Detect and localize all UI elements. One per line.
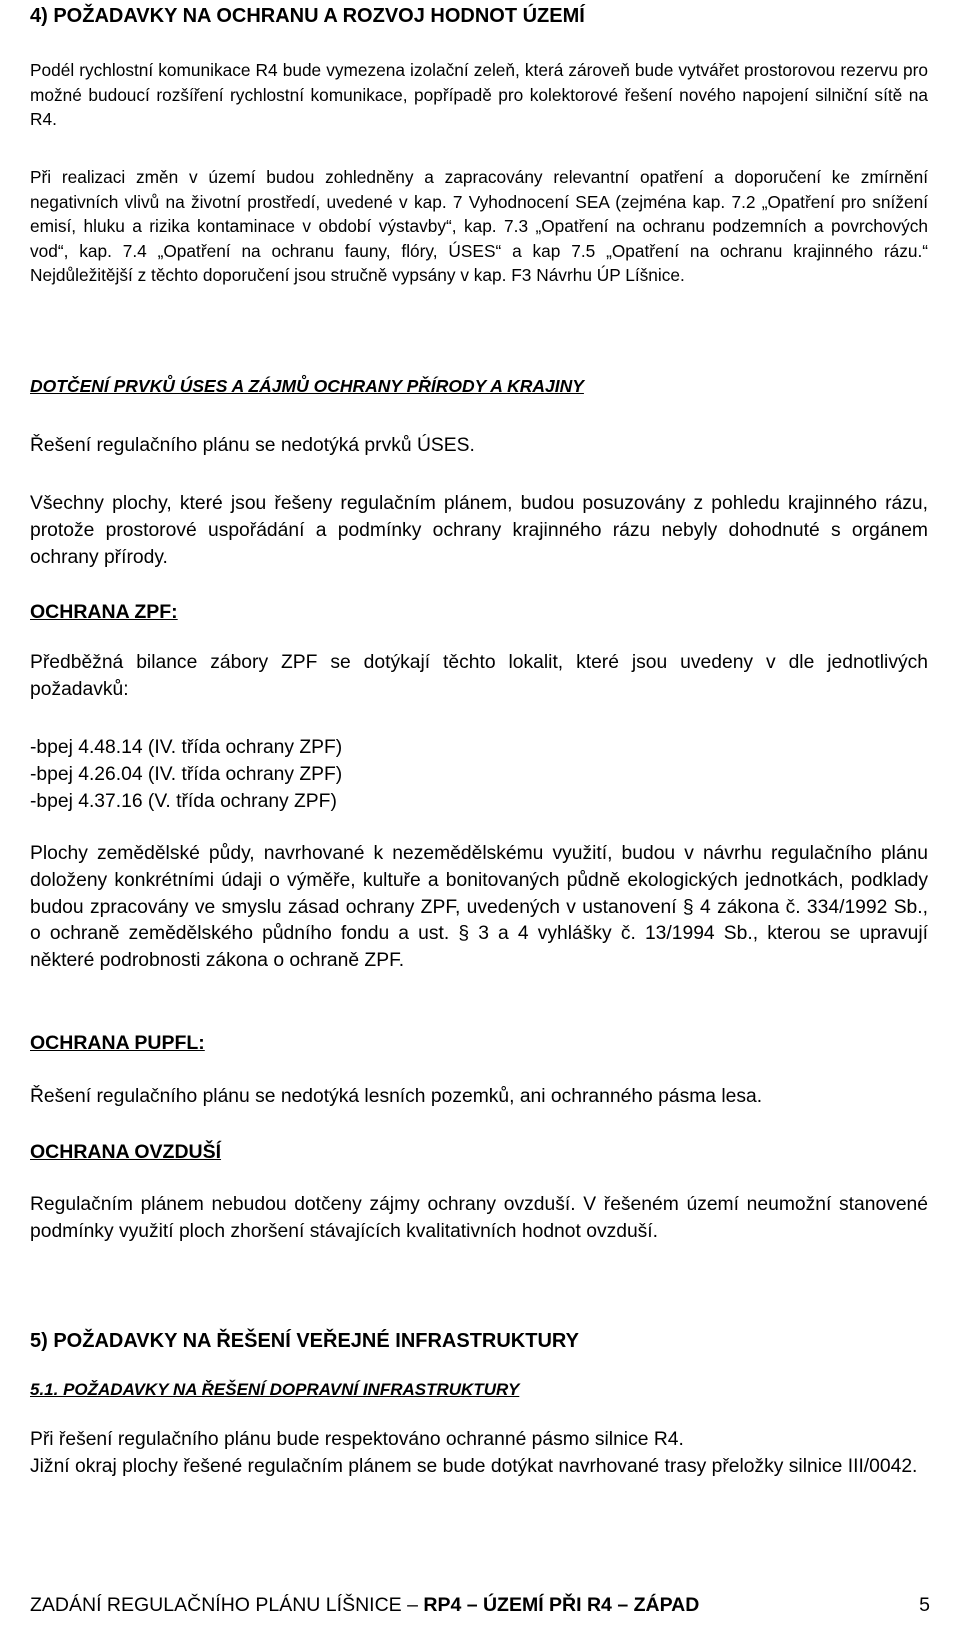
bpej-list	[30, 735, 928, 815]
paragraph-transport	[30, 1427, 928, 1481]
section-4-heading: 4) POŽADAVKY NA OCHRANU A ROZVOJ HODNOT ÚZEMÍ	[30, 5, 585, 27]
footer-plan-name: RP4 – ÚZEMÍ PŘI R4 – ZÁPAD	[423, 1594, 700, 1616]
list-item: -bpej 4.37.16 (V. třída ochrany ZPF)	[30, 790, 337, 812]
list-item: -bpej 4.26.04 (IV. třída ochrany ZPF)	[30, 763, 343, 785]
paragraph-uses: Řešení regulačního plánu se nedotýká prvků ÚSES.	[30, 435, 475, 456]
footer-document-title: ZADÁNÍ REGULAČNÍHO PLÁNU LÍŠNICE –	[30, 1594, 418, 1616]
paragraph-zpf: Předběžná bilance zábory ZPF se dotýkají těchto lokalit, které jsou uvedeny v dle jednotlivých požadavků:	[30, 652, 928, 700]
paragraph-pupfl: Řešení regulačního plánu se nedotýká lesních pozemků, ani ochranného pásma lesa.	[30, 1086, 763, 1107]
paragraph-sea-measures: Při realizaci změn v území budou zohledněny a zapracovány relevantní opatření a doporučení ke zmírnění negativních vlivů na životní prostředí, uvedené v kap. 7 Vyhodnocení SEA (zejména kap. 7.2 „Opatření pro snížení emisí, hluku a rizika kontaminace v období výstavby“, kap. 7.3 „Opatření na ochranu podzemních a povrchových vod“, kap. 7.4 „Opatření na ochranu fauny, flóry, ÚSES“ a kap 7.5 „Opatření na ochranu krajinného rázu.“ Nejdůležitější z těchto doporučení jsou stručně vypsány v kap. F3 Návrhu ÚP Líšnice.	[30, 167, 928, 285]
paragraph-air: Regulačním plánem nebudou dotčeny zájmy ochrany ovzduší. V řešeném území neumožní stanovené podmínky využití ploch zhoršení stávajících kvalitativních hodnot ovzduší.	[30, 1194, 928, 1242]
ovzdusi-heading: OCHRANA OVZDUŠÍ	[30, 1141, 222, 1163]
transport-line-2: Jižní okraj plochy řešené regulačním plánem se bude dotýkat navrhované trasy přeložky silnice III/0042.	[30, 1455, 918, 1477]
page-number: 5	[919, 1594, 930, 1616]
paragraph-landscape: Všechny plochy, které jsou řešeny regulačním plánem, budou posuzovány z pohledu krajinného rázu, protože prostorové uspořádání a podmínky ochrany krajinného rázu nebyly dohodnuté s orgánem ochrany přírody.	[30, 493, 928, 568]
page-footer	[30, 1592, 930, 1618]
section-5-heading: 5) POŽADAVKY NA ŘEŠENÍ VEŘEJNÉ INFRASTRUKTURY	[30, 1330, 579, 1352]
zpf-heading: OCHRANA ZPF:	[30, 601, 178, 623]
uses-heading: DOTČENÍ PRVKŮ ÚSES A ZÁJMŮ OCHRANY PŘÍRODY A KRAJINY	[30, 376, 584, 396]
list-item: -bpej 4.48.14 (IV. třída ochrany ZPF)	[30, 737, 343, 758]
section-5-1-heading: 5.1. POŽADAVKY NA ŘEŠENÍ DOPRAVNÍ INFRASTRUKTURY	[30, 1380, 520, 1399]
transport-line-1: Při řešení regulačního plánu bude respektováno ochranné pásmo silnice R4.	[30, 1429, 684, 1450]
pupfl-heading: OCHRANA PUPFL:	[30, 1032, 205, 1054]
paragraph-agricultural-land: Plochy zemědělské půdy, navrhované k nezemědělskému využití, budou v návrhu regulačního plánu doloženy konkrétními údaji o výměře, kultuře a bonitovaných půdně ekologických jednotkách, podklady budou zpracovány ve smyslu zásad ochrany ZPF, uvedených v ustanovení § 4 zákona č. 334/1992 Sb., o ochraně zemědělského půdního fondu a ust. § 3 a 4 vyhlášky č. 13/1994 Sb., kterou se upravují některé podrobnosti zákona o ochraně ZPF.	[30, 843, 928, 972]
paragraph-r4-greenery: Podél rychlostní komunikace R4 bude vymezena izolační zeleň, která zároveň bude vytvářet prostorovou rezervu pro možné budoucí rozšíření rychlostní komunikace, popřípadě pro kolektorové řešení nového napojení silniční sítě na R4.	[30, 60, 928, 129]
